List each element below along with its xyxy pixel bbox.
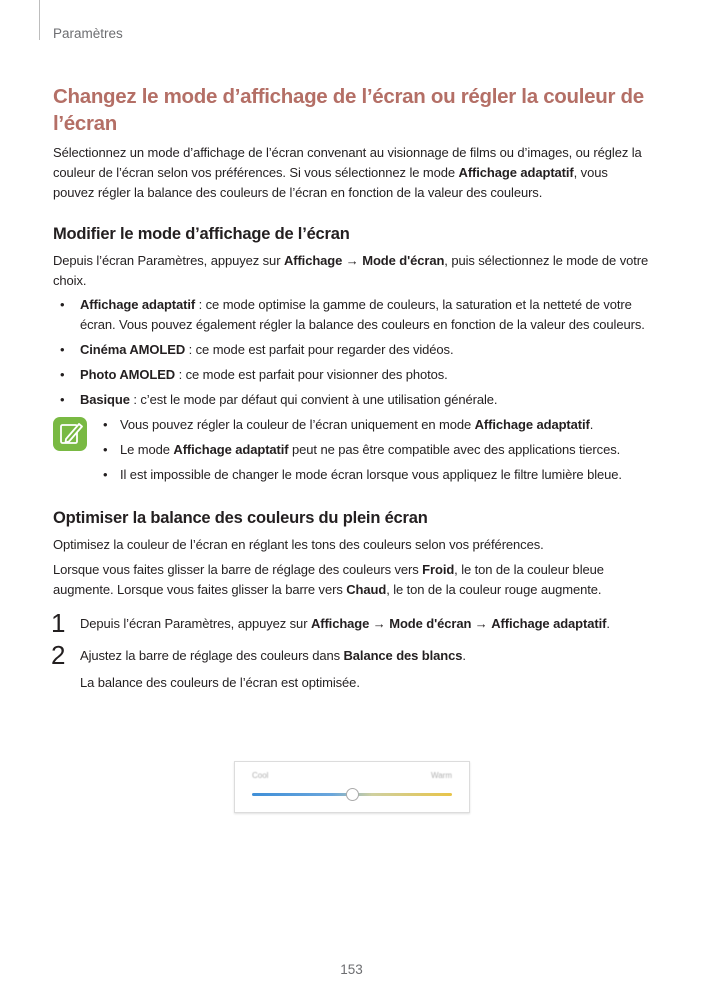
step-1: 1 Depuis l’écran Paramètres, appuyez sur Affichage → Mode d'écran → Affichage adaptatif. <box>51 608 610 638</box>
section2-paragraph-2: Lorsque vous faites glisser la barre de réglage des couleurs vers Froid, le ton de la couleur bleue augmente. Lorsque vous faites glisser la barre vers Chaud, le ton de la couleur rouge augmente. <box>53 562 604 597</box>
slider-label-cool: Cool <box>252 771 269 780</box>
step-2-result: La balance des couleurs de l’écran est optimisée. <box>80 675 360 690</box>
steps-list <box>51 608 649 693</box>
note-item: • Il est impossible de changer le mode écran lorsque vous appliquez le filtre lumière bleue. <box>103 467 622 482</box>
note-item: • Vous pouvez régler la couleur de l’écran uniquement en mode Affichage adaptatif. <box>103 417 594 432</box>
step-number: 1 <box>51 608 66 638</box>
white-balance-slider-screenshot <box>234 761 470 813</box>
section1-paragraph: Depuis l’écran Paramètres, appuyez sur Affichage → Mode d'écran, puis sélectionnez le mode de votre choix. <box>53 253 649 288</box>
list-item: • Photo AMOLED : ce mode est parfait pour visionner des photos. <box>60 367 448 382</box>
list-item: • Basique : c’est le mode par défaut qui convient à une utilisation générale. <box>60 392 498 407</box>
list-item: • Affichage adaptatif : ce mode optimise la gamme de couleurs, la saturation et la netteté de votre écran. Vous pouvez également régler la balance des couleurs en fonction de la valeur des couleurs. <box>60 297 645 332</box>
intro-paragraph: Sélectionnez un mode d’affichage de l’écran convenant au visionnage de films ou d’images, ou réglez la couleur de l’écran selon vos préférences. Si vous sélectionnez le mode Affichage adaptatif, vous pouvez régler la balance des couleurs de l’écran en fonction de la valeur des couleurs. <box>53 145 642 200</box>
section-heading-color-balance: Optimiser la balance des couleurs du plein écran <box>53 509 428 527</box>
section2-paragraph-1: Optimisez la couleur de l’écran en réglant les tons des couleurs selon vos préférences. <box>53 537 544 552</box>
note-item: • Le mode Affichage adaptatif peut ne pas être compatible avec des applications tierces. <box>103 442 621 457</box>
display-mode-list <box>53 295 649 410</box>
page-edge-line <box>39 0 40 40</box>
page-header: Paramètres <box>53 26 123 41</box>
color-balance-thumb[interactable] <box>346 788 359 801</box>
page-number: 153 <box>340 962 363 977</box>
note-pencil-icon <box>53 417 87 451</box>
step-2: 2 Ajustez la barre de réglage des couleurs dans Balance des blancs. La balance des couleurs de l’écran est optimisée. <box>53 646 649 693</box>
slider-label-warm: Warm <box>430 771 452 780</box>
note-list <box>101 415 649 485</box>
list-item: • Cinéma AMOLED : ce mode est parfait pour regarder des vidéos. <box>60 342 454 357</box>
step-number: 2 <box>51 640 66 670</box>
page-title: Changez le mode d’affichage de l’écran ou régler la couleur de l’écran <box>53 85 644 135</box>
page-content <box>53 83 649 705</box>
section-heading-display-mode: Modifier le mode d’affichage de l’écran <box>53 225 350 243</box>
note-block <box>53 415 649 485</box>
